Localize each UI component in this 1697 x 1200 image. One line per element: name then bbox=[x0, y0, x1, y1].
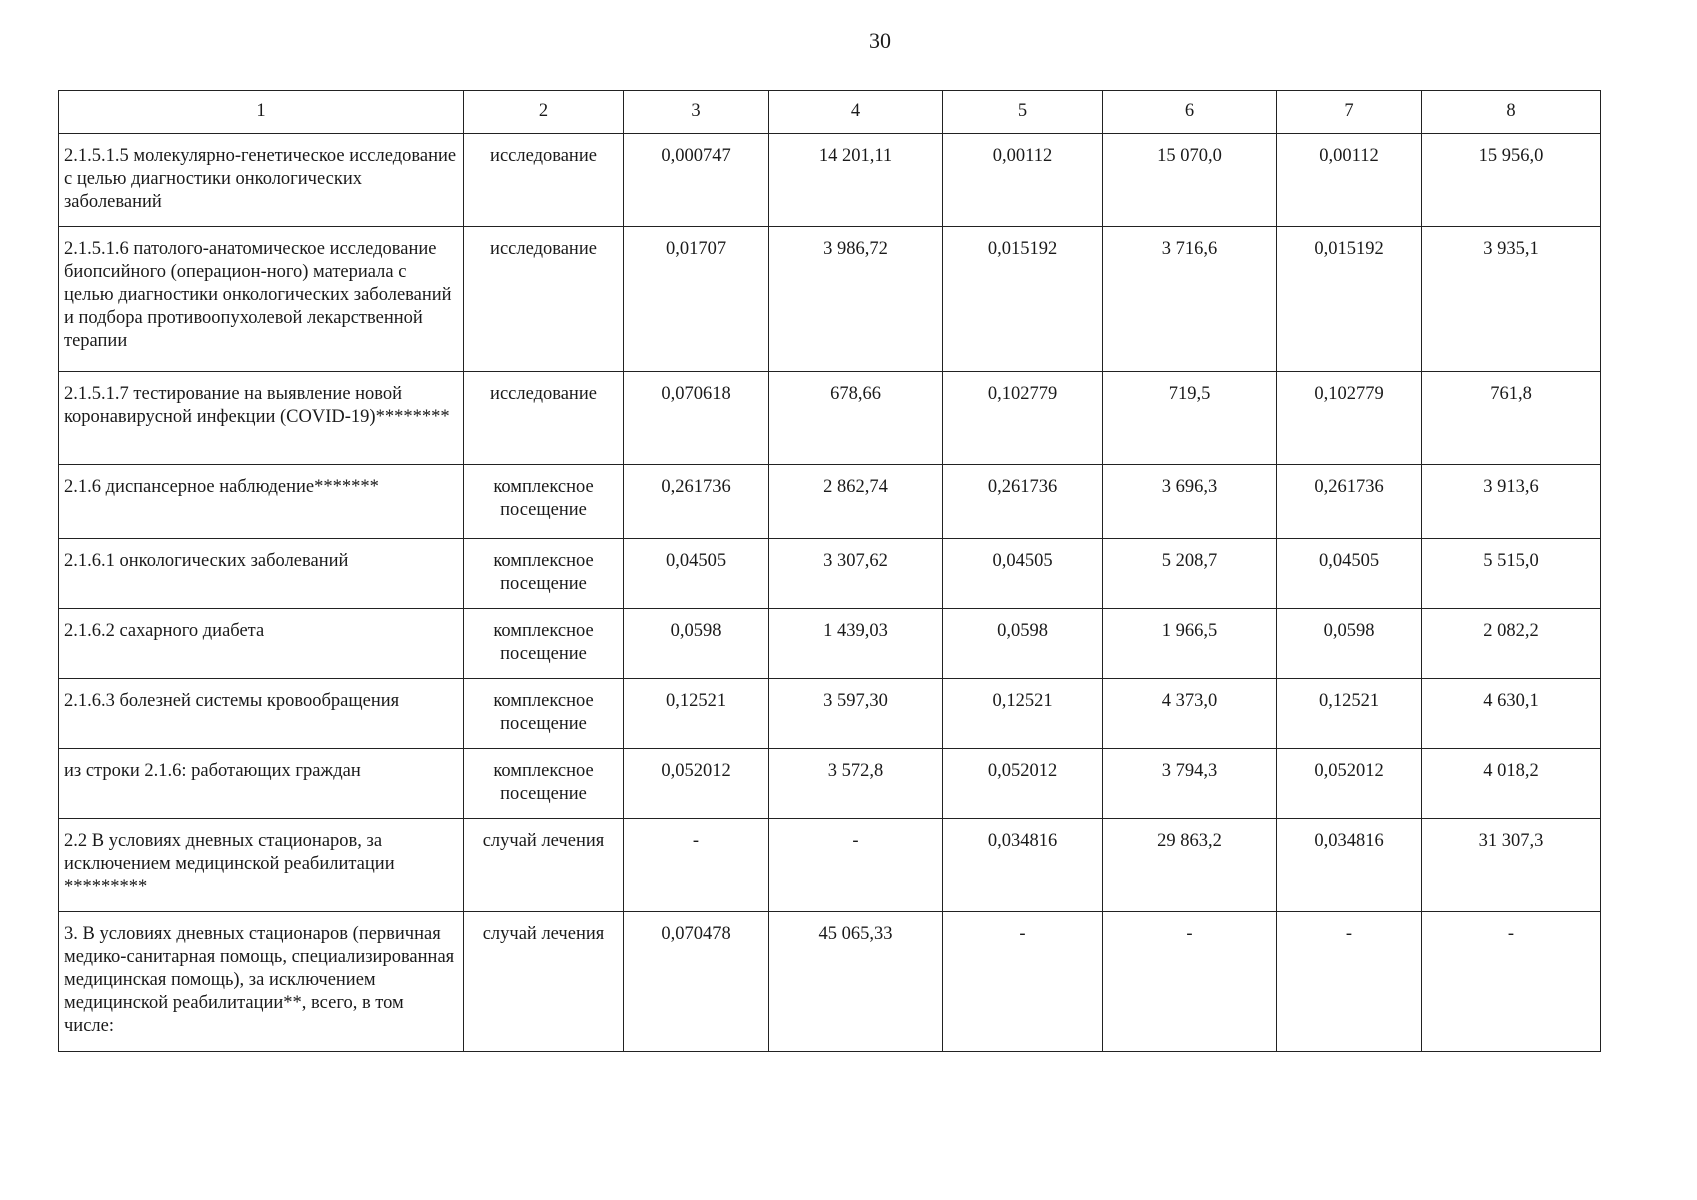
row-unit: комплексное посещение bbox=[464, 539, 624, 609]
row-value: 0,12521 bbox=[624, 679, 769, 749]
row-value: 5 515,0 bbox=[1422, 539, 1601, 609]
row-unit: случай лечения bbox=[464, 819, 624, 912]
row-name: из строки 2.1.6: работающих граждан bbox=[59, 749, 464, 819]
data-table bbox=[58, 90, 1601, 1052]
row-name: 2.1.6.2 сахарного диабета bbox=[59, 609, 464, 679]
row-value: 3 696,3 bbox=[1103, 465, 1277, 539]
row-value: 3 794,3 bbox=[1103, 749, 1277, 819]
table-row bbox=[59, 749, 1601, 819]
row-value: 4 018,2 bbox=[1422, 749, 1601, 819]
row-value: 0,034816 bbox=[1277, 819, 1422, 912]
row-value: 0,102779 bbox=[1277, 372, 1422, 465]
row-value: 0,0598 bbox=[943, 609, 1103, 679]
row-value: 0,261736 bbox=[943, 465, 1103, 539]
row-value: - bbox=[943, 912, 1103, 1052]
row-value: 0,015192 bbox=[1277, 227, 1422, 372]
row-value: 1 439,03 bbox=[769, 609, 943, 679]
row-value: 0,034816 bbox=[943, 819, 1103, 912]
row-value: 3 935,1 bbox=[1422, 227, 1601, 372]
row-value: 15 070,0 bbox=[1103, 134, 1277, 227]
row-value: - bbox=[1277, 912, 1422, 1052]
row-unit: исследование bbox=[464, 134, 624, 227]
row-value: 2 862,74 bbox=[769, 465, 943, 539]
row-value: - bbox=[624, 819, 769, 912]
row-unit: комплексное посещение bbox=[464, 749, 624, 819]
row-value: 678,66 bbox=[769, 372, 943, 465]
row-name: 2.1.6 диспансерное наблюдение******* bbox=[59, 465, 464, 539]
row-value: 3 716,6 bbox=[1103, 227, 1277, 372]
column-number: 1 bbox=[59, 91, 464, 134]
row-value: 0,00112 bbox=[943, 134, 1103, 227]
row-value: 0,102779 bbox=[943, 372, 1103, 465]
row-value: 0,015192 bbox=[943, 227, 1103, 372]
column-number: 5 bbox=[943, 91, 1103, 134]
row-value: 3 913,6 bbox=[1422, 465, 1601, 539]
row-value: 0,052012 bbox=[1277, 749, 1422, 819]
row-name: 2.1.5.1.5 молекулярно-генетическое исследование с целью диагностики онкологических заболеваний bbox=[59, 134, 464, 227]
row-value: 0,12521 bbox=[1277, 679, 1422, 749]
row-value: 0,0598 bbox=[1277, 609, 1422, 679]
table-row bbox=[59, 609, 1601, 679]
row-value: 0,052012 bbox=[624, 749, 769, 819]
row-value: 0,0598 bbox=[624, 609, 769, 679]
row-value: 0,052012 bbox=[943, 749, 1103, 819]
row-value: 0,04505 bbox=[943, 539, 1103, 609]
column-number: 8 bbox=[1422, 91, 1601, 134]
table-row bbox=[59, 465, 1601, 539]
page-number: 30 bbox=[869, 28, 891, 53]
row-value: 2 082,2 bbox=[1422, 609, 1601, 679]
row-name: 2.1.5.1.6 патолого-анатомическое исследование биопсийного (операцион-ного) материала с целью диагностики онкологических заболеваний и подбора противоопухолевой лекарственной терапии bbox=[59, 227, 464, 372]
row-value: 4 373,0 bbox=[1103, 679, 1277, 749]
row-value: 0,04505 bbox=[624, 539, 769, 609]
table-row bbox=[59, 539, 1601, 609]
row-value: 15 956,0 bbox=[1422, 134, 1601, 227]
row-unit: исследование bbox=[464, 227, 624, 372]
row-unit: комплексное посещение bbox=[464, 465, 624, 539]
table-row bbox=[59, 134, 1601, 227]
row-value: - bbox=[1103, 912, 1277, 1052]
table-row bbox=[59, 679, 1601, 749]
row-unit: случай лечения bbox=[464, 912, 624, 1052]
row-value: 0,070478 bbox=[624, 912, 769, 1052]
row-name: 2.1.5.1.7 тестирование на выявление новой коронавирусной инфекции (COVID-19)******** bbox=[59, 372, 464, 465]
row-value: 14 201,11 bbox=[769, 134, 943, 227]
row-value: 0,01707 bbox=[624, 227, 769, 372]
row-value: 3 986,72 bbox=[769, 227, 943, 372]
row-value: 5 208,7 bbox=[1103, 539, 1277, 609]
row-value: 0,070618 bbox=[624, 372, 769, 465]
row-value: - bbox=[769, 819, 943, 912]
row-value: 4 630,1 bbox=[1422, 679, 1601, 749]
table-row bbox=[59, 372, 1601, 465]
row-unit: комплексное посещение bbox=[464, 679, 624, 749]
row-value: 0,00112 bbox=[1277, 134, 1422, 227]
column-number-row bbox=[59, 91, 1601, 134]
row-name: 3. В условиях дневных стационаров (первичная медико-санитарная помощь, специализированная медицинская помощь), за исключением медицинской реабилитации**, всего, в том числе: bbox=[59, 912, 464, 1052]
table-row bbox=[59, 819, 1601, 912]
row-value: 0,000747 bbox=[624, 134, 769, 227]
row-name: 2.2 В условиях дневных стационаров, за исключением медицинской реабилитации ********* bbox=[59, 819, 464, 912]
row-value: 1 966,5 bbox=[1103, 609, 1277, 679]
table-row bbox=[59, 227, 1601, 372]
row-value: 45 065,33 bbox=[769, 912, 943, 1052]
row-value: 3 572,8 bbox=[769, 749, 943, 819]
row-value: 0,261736 bbox=[1277, 465, 1422, 539]
row-unit: исследование bbox=[464, 372, 624, 465]
row-value: 3 307,62 bbox=[769, 539, 943, 609]
row-value: 29 863,2 bbox=[1103, 819, 1277, 912]
column-number: 2 bbox=[464, 91, 624, 134]
row-value: 0,12521 bbox=[943, 679, 1103, 749]
row-value: - bbox=[1422, 912, 1601, 1052]
row-value: 3 597,30 bbox=[769, 679, 943, 749]
column-number: 6 bbox=[1103, 91, 1277, 134]
column-number: 3 bbox=[624, 91, 769, 134]
row-value: 31 307,3 bbox=[1422, 819, 1601, 912]
table-row bbox=[59, 912, 1601, 1052]
row-value: 761,8 bbox=[1422, 372, 1601, 465]
row-unit: комплексное посещение bbox=[464, 609, 624, 679]
column-number: 7 bbox=[1277, 91, 1422, 134]
column-number: 4 bbox=[769, 91, 943, 134]
row-name: 2.1.6.1 онкологических заболеваний bbox=[59, 539, 464, 609]
row-name: 2.1.6.3 болезней системы кровообращения bbox=[59, 679, 464, 749]
row-value: 719,5 bbox=[1103, 372, 1277, 465]
row-value: 0,261736 bbox=[624, 465, 769, 539]
row-value: 0,04505 bbox=[1277, 539, 1422, 609]
